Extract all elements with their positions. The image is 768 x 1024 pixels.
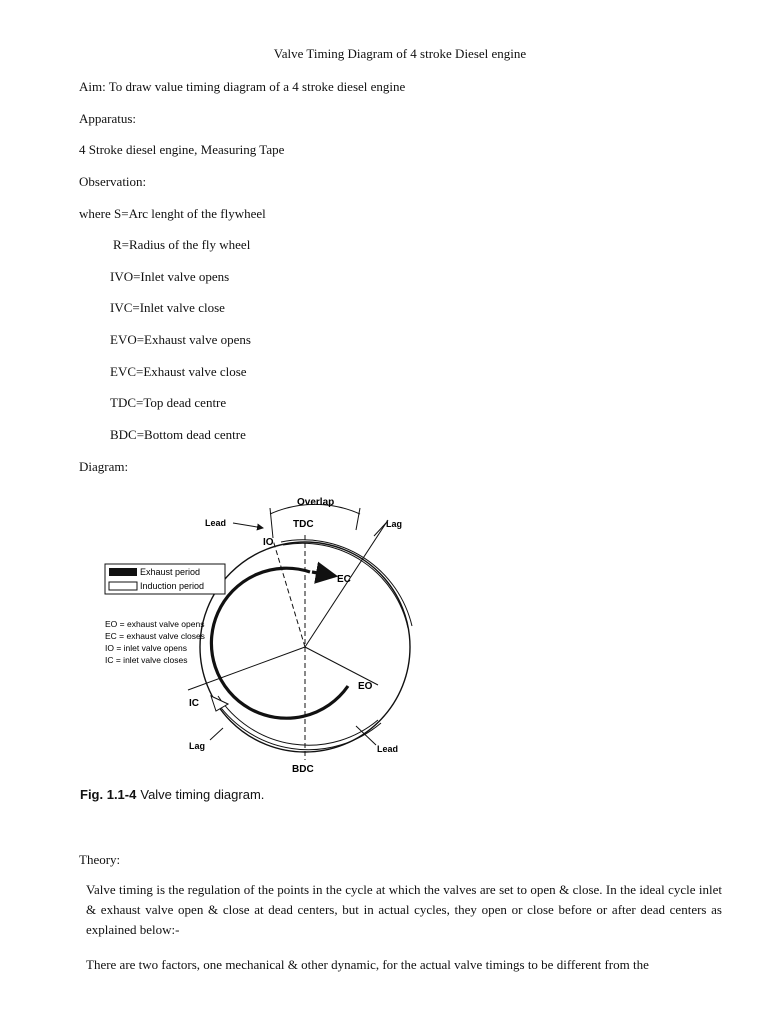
legend-induction-swatch	[109, 582, 137, 590]
aim-text: Aim: To draw value timing diagram of a 4 stroke diesel engine	[79, 79, 406, 94]
exhaust-arrow	[312, 572, 335, 576]
definition-item: where S=Arc lenght of the flywheel	[79, 206, 266, 221]
ic-label: IC	[189, 698, 199, 709]
theory-paragraph: Valve timing is the regulation of the points in the cycle at which the valves are set to open & close. In the ideal cycle inlet & exhaust valve open & close at dead centers, but in actual cycles, they open or close before or after dead centers as explained below:-	[86, 882, 722, 937]
overlap-tick-right	[356, 508, 360, 530]
definition-item: IVO=Inlet valve opens	[110, 269, 230, 284]
bdc-label: BDC	[292, 764, 314, 775]
definition-item: BDC=Bottom dead centre	[110, 427, 246, 442]
valve-timing-figure	[78, 490, 428, 780]
eo-line	[305, 647, 378, 685]
key-item: IO = inlet valve opens	[105, 643, 187, 653]
definition-item: IVC=Inlet valve close	[110, 300, 225, 315]
figure-number: Fig. 1.1-4	[80, 787, 137, 802]
tdc-label: TDC	[293, 519, 314, 530]
lag-top-label: Lag	[386, 519, 403, 529]
definition-item: EVO=Exhaust valve opens	[110, 332, 251, 347]
definition-item: TDC=Top dead centre	[110, 395, 227, 410]
apparatus-value: 4 Stroke diesel engine, Measuring Tape	[79, 142, 285, 157]
key-item: EO = exhaust valve opens	[105, 619, 205, 629]
ic-line	[188, 647, 305, 690]
overlap-label: Overlap	[297, 497, 335, 508]
lead-top-label: Lead	[205, 518, 227, 528]
key-item: EC = exhaust valve closes	[105, 631, 205, 641]
key-item: IC = inlet valve closes	[105, 655, 188, 665]
figure-caption	[80, 787, 264, 802]
page-title: Valve Timing Diagram of 4 stroke Diesel engine	[273, 46, 527, 61]
theory-paragraph: There are two factors, one mechanical & other dynamic, for the actual valve timings to be different from the	[86, 957, 649, 972]
eo-label: EO	[358, 681, 373, 692]
ec-label: EC	[337, 574, 351, 585]
apparatus-heading: Apparatus:	[79, 111, 137, 126]
lead-bottom-label: Lead	[377, 744, 399, 754]
definition-item: EVC=Exhaust valve close	[110, 364, 247, 379]
diagram-heading: Diagram:	[79, 459, 129, 474]
legend-induction-label: Induction period	[140, 581, 205, 591]
exhaust-period-arc	[211, 568, 348, 718]
lag-bottom-label: Lag	[189, 741, 206, 751]
lead-top-leader	[233, 523, 263, 528]
definition-item: R=Radius of the fly wheel	[113, 237, 251, 252]
lag-bottom-leader	[210, 728, 223, 740]
induction-arc-bottom-outer	[214, 698, 381, 750]
lag-top-leader	[374, 523, 386, 536]
theory-heading: Theory:	[79, 852, 121, 867]
io-label: IO	[263, 537, 274, 548]
io-line	[273, 540, 305, 647]
legend-exhaust-label: Exhaust period	[140, 567, 201, 577]
legend-exhaust-swatch	[109, 568, 137, 576]
figure-caption-text: Valve timing diagram.	[140, 787, 265, 802]
observation-heading: Observation:	[79, 174, 147, 189]
